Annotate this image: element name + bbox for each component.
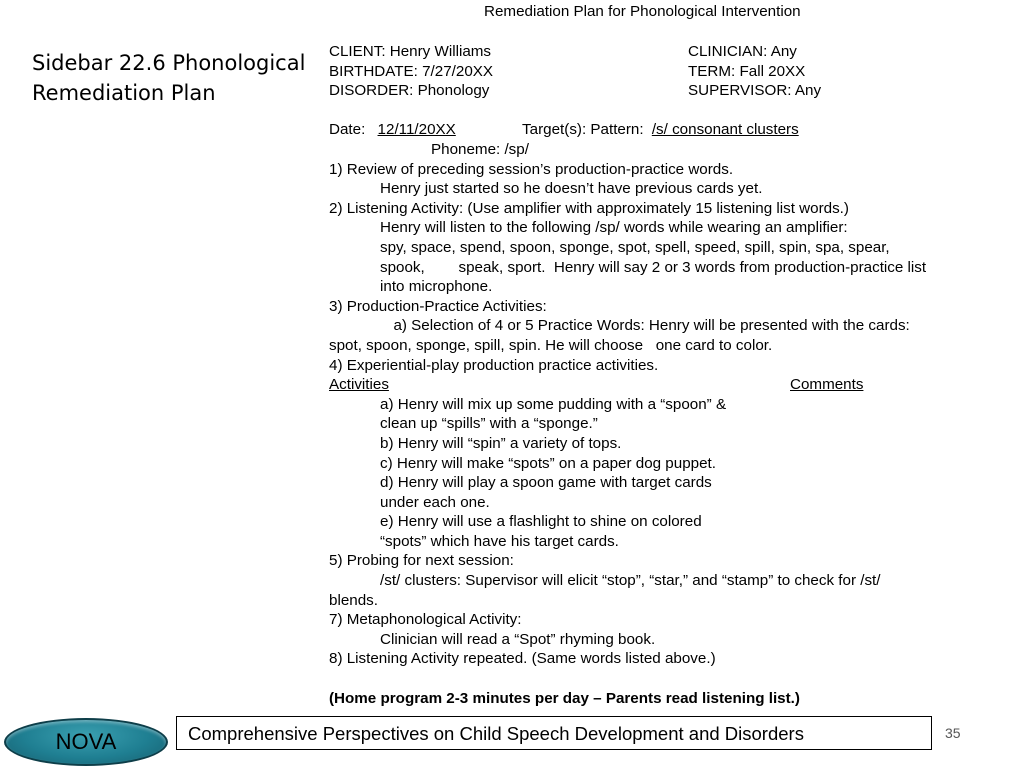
book-title-box	[176, 716, 932, 750]
clinician-info	[688, 42, 821, 101]
supervisor-field: SUPERVISOR: Any	[688, 82, 822, 99]
client-field: CLIENT: Henry Williams	[329, 43, 492, 60]
closing-line: 7) Metaphonological Activity:	[329, 611, 522, 629]
disorder-field: DISORDER: Phonology	[329, 82, 490, 99]
plan-line: into microphone.	[380, 278, 493, 296]
nova-logo-text: NOVA	[55, 729, 117, 754]
plan-line: spy, space, spend, spoon, sponge, spot, spell, speed, spill, spin, spa, spear,	[380, 238, 890, 256]
nova-logo	[4, 718, 168, 766]
term-field: TERM: Fall 20XX	[688, 62, 806, 80]
home-program-note: (Home program 2-3 minutes per day – Parents read listening list.)	[329, 690, 800, 707]
closing-line: 5) Probing for next session:	[329, 552, 514, 570]
date-label: Date:	[329, 121, 366, 138]
clinician-field: CLINICIAN: Any	[688, 43, 797, 60]
date-target-row	[329, 120, 799, 140]
plan-line: 2) Listening Activity: (Use amplifier with approximately 15 listening list words.)	[329, 199, 849, 217]
plan-line: spook, speak, sport. Henry will say 2 or 3 words from production-practice list	[380, 258, 927, 276]
activity-line: e) Henry will use a flashlight to shine on colored	[380, 513, 702, 531]
pattern-value: /s/ consonant clusters	[651, 121, 799, 138]
activity-line: c) Henry will make “spots” on a paper dog puppet.	[380, 454, 716, 472]
plan-line: a) Selection of 4 or 5 Practice Words: Henry will be presented with the cards:	[385, 317, 910, 335]
plan-line: 3) Production-Practice Activities:	[329, 297, 547, 315]
phoneme-line: Phoneme: /sp/	[431, 141, 529, 158]
birthdate-field: BIRTHDATE: 7/27/20XX	[329, 62, 494, 80]
closing-line: /st/ clusters: Supervisor will elicit “stop”, “star,” and “stamp” to check for /st/	[380, 572, 881, 590]
plan-line: spot, spoon, sponge, spill, spin. He will choose one card to color.	[329, 336, 773, 354]
activity-line: clean up “spills” with a “sponge.”	[380, 415, 598, 433]
date-value: 12/11/20XX	[377, 121, 456, 138]
comments-label: Comments	[790, 376, 864, 394]
document-title: Remediation Plan for Phonological Intervention	[484, 3, 801, 20]
plan-line: Henry will listen to the following /sp/ words while wearing an amplifier:	[380, 219, 848, 237]
slide-title: Sidebar 22.6 Phonological Remediation Plan	[32, 51, 306, 105]
closing-line: Clinician will read a “Spot” rhyming book.	[380, 630, 656, 648]
book-title: Comprehensive Perspectives on Child Speech Development and Disorders	[188, 723, 804, 744]
plan-body	[329, 140, 1009, 669]
activity-line: b) Henry will “spin” a variety of tops.	[380, 434, 622, 452]
plan-line: 4) Experiential-play production practice activities.	[329, 356, 659, 374]
activity-line: d) Henry will play a spoon game with target cards	[380, 474, 712, 492]
page-number: 35	[945, 725, 961, 741]
activities-header	[329, 375, 1009, 395]
plan-line: Henry just started so he doesn’t have previous cards yet.	[380, 180, 763, 198]
activities-label: Activities	[329, 376, 389, 394]
activity-line: “spots” which have his target cards.	[380, 532, 619, 550]
activity-line: a) Henry will mix up some pudding with a “spoon” &	[380, 395, 727, 413]
closing-line: blends.	[329, 591, 378, 609]
activity-line: under each one.	[380, 493, 490, 511]
client-info	[329, 42, 493, 101]
plan-line: 1) Review of preceding session’s production-practice words.	[329, 160, 734, 178]
targets-label: Target(s): Pattern:	[522, 121, 644, 138]
closing-line: 8) Listening Activity repeated. (Same words listed above.)	[329, 650, 716, 668]
